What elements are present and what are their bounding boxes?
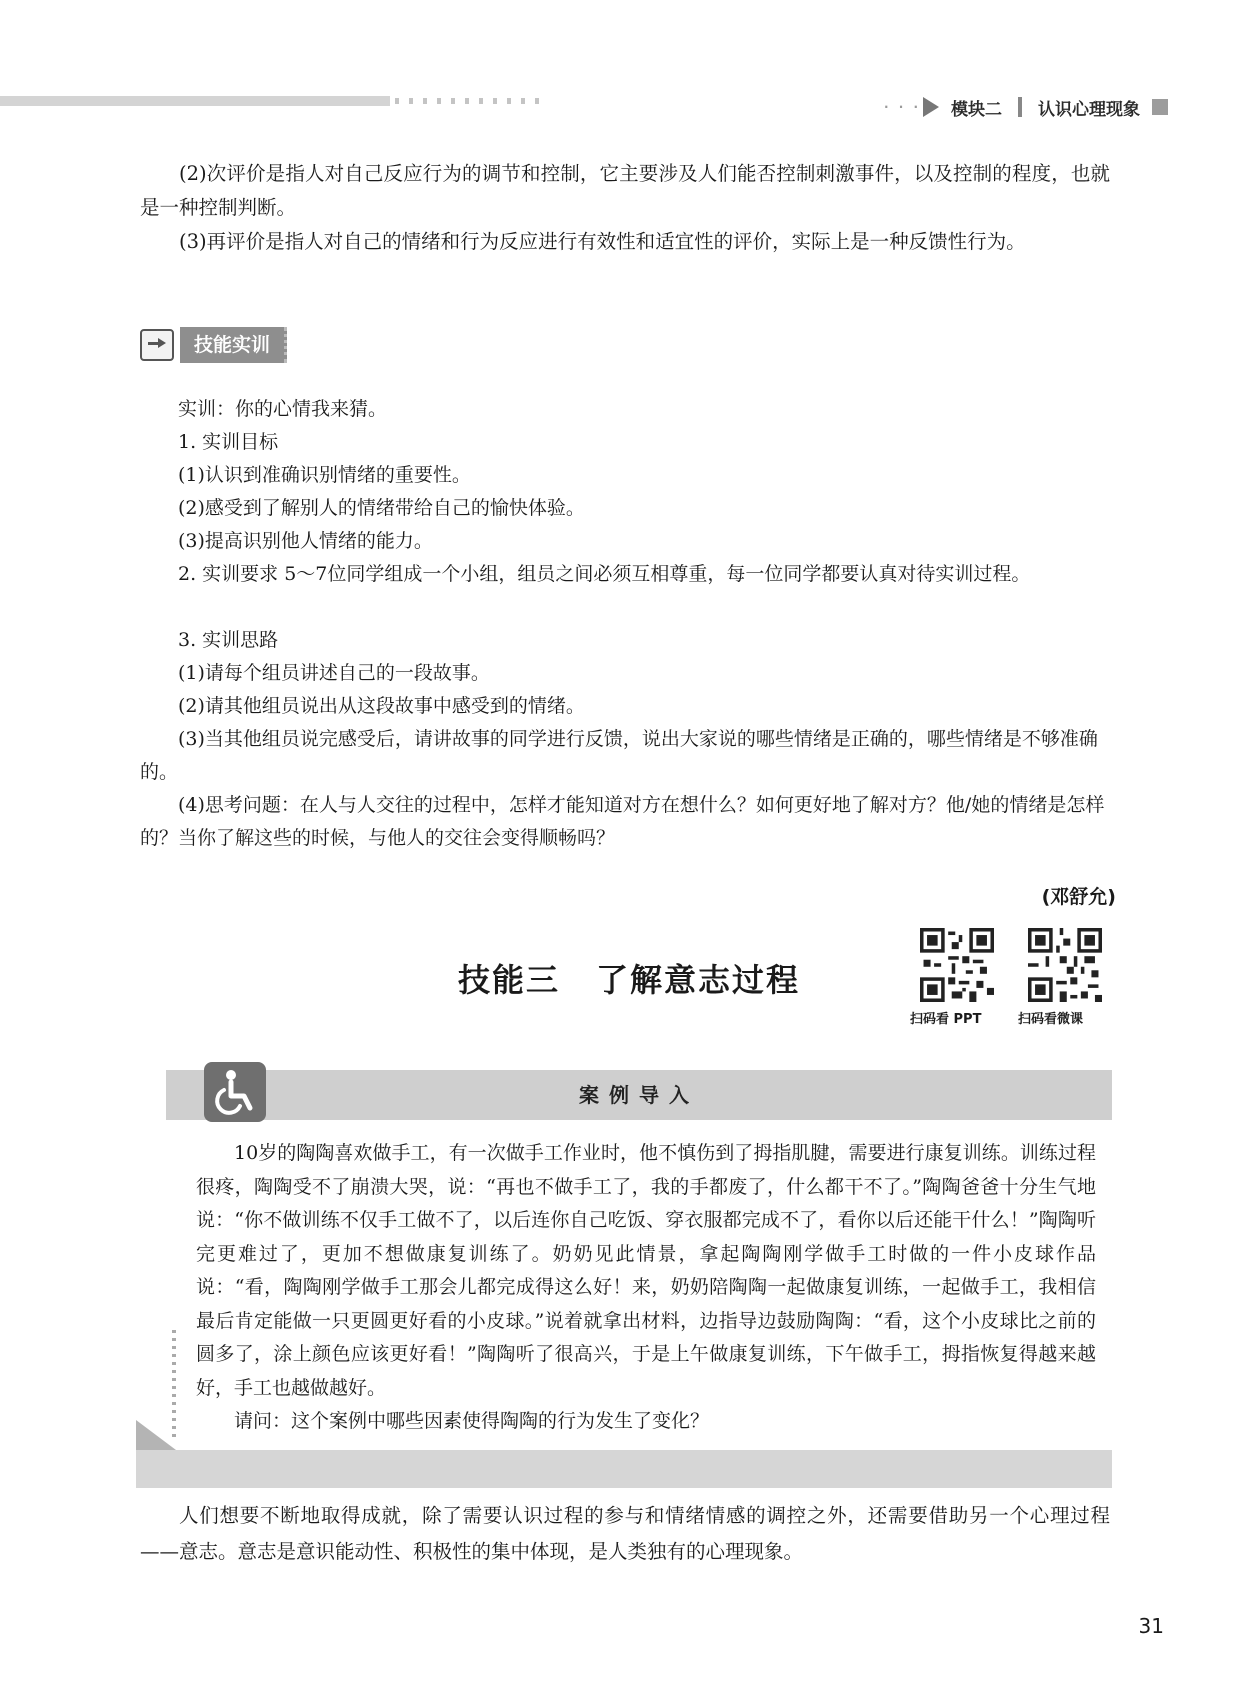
training-idea-item: (3)当其他组员说完感受后，请讲故事的同学进行反馈，说出大家说的哪些情绪是正确的，哪些情绪是不够准确的。 xyxy=(140,728,1098,783)
training-goal-item: (2)感受到了解别人的情绪带给自己的愉快体验。 xyxy=(178,497,585,519)
header-module: 模块二 xyxy=(951,99,1002,120)
section-name: 了解意志过程 xyxy=(596,961,801,999)
arrow-right-icon xyxy=(923,97,939,117)
training-idea-heading: 3. 实训思路 xyxy=(178,629,279,651)
skill-training-label: 技能实训 xyxy=(180,327,287,363)
skill-training-tag xyxy=(140,327,287,363)
paragraph-reappraisal: (3)再评价是指人对自己的情绪和行为反应进行有效性和适宜性的评价，实际上是一种反馈性行为。 xyxy=(179,230,1026,253)
qr-code-ppt-icon[interactable] xyxy=(920,928,994,1002)
header-dots xyxy=(395,98,545,104)
qr-code-video-icon[interactable] xyxy=(1028,928,1102,1002)
running-header xyxy=(884,92,1168,122)
section-number: 技能三 xyxy=(458,961,561,999)
qr-label-video: 扫码看微课 xyxy=(1018,1012,1084,1027)
enter-arrow-icon xyxy=(140,329,174,361)
square-icon xyxy=(1152,99,1168,115)
closing-paragraph: 人们想要不断地取得成就，除了需要认识过程的参与和情绪情感的调控之外，还需要借助另一个心理过程——意志。意志是意识能动性、积极性的集中体现，是人类独有的心理现象。 xyxy=(140,1504,1110,1563)
case-title: 案例导入 xyxy=(579,1083,699,1107)
case-question: 请问：这个案例中哪些因素使得陶陶的行为发生了变化？ xyxy=(234,1410,710,1432)
header-bar xyxy=(0,96,390,106)
author-credit: (邓舒允) xyxy=(1041,886,1116,908)
header-separator xyxy=(1018,97,1022,117)
training-idea-item: (4)思考问题：在人与人交往的过程中，怎样才能知道对方在想什么？如何更好地了解对方？他/她的情绪是怎样的？当你了解这些的时候，与他人的交往会变得顺畅吗？ xyxy=(140,794,1105,849)
page-number: 31 xyxy=(1138,1614,1164,1638)
training-goal-item: (1)认识到准确识别情绪的重要性。 xyxy=(178,464,471,486)
section-title xyxy=(458,955,800,1001)
training-goal-item: (3)提高识别他人情绪的能力。 xyxy=(178,530,433,552)
header-topic: 认识心理现象 xyxy=(1038,99,1140,120)
training-idea-item: (2)请其他组员说出从这段故事中感受到的情绪。 xyxy=(178,695,585,717)
header-small-dots: · · · xyxy=(883,100,921,114)
case-story: 10岁的陶陶喜欢做手工，有一次做手工作业时，他不慎伤到了拇指肌腱，需要进行康复训练。训练过程很疼，陶陶受不了崩溃大哭，说：“再也不做手工了，我的手都废了，什么都干不了。”陶陶爸爸十分生气地说：“你不做训练不仅手工做不了，以后连你自己吃饭、穿衣服都完成不了，看你以后还能干什么！”陶陶听完更难过了，更加不想做康复训练了。奶奶见此情景，拿起陶陶刚学做手工时做的一件小皮球作品说：“看，陶陶刚学做手工那会儿都完成得这么好！来，奶奶陪陶陶一起做康复训练，一起做手工，我相信最后肯定能做一只更圆更好看的小皮球。”说着就拿出材料，边指导边鼓励陶陶：“看，这个小皮球比之前的圆多了，涂上颜色应该更好看！”陶陶听了很高兴，于是上午做康复训练，下午做手工，拇指恢复得越来越好，手工也越做越好。 xyxy=(196,1142,1096,1399)
training-goal-heading: 1. 实训目标 xyxy=(178,431,279,453)
case-footer-bar xyxy=(136,1450,1112,1488)
qr-label-ppt: 扫码看 PPT xyxy=(910,1012,982,1027)
case-corner-triangle xyxy=(136,1420,176,1450)
training-idea-item: (1)请每个组员讲述自己的一段故事。 xyxy=(178,662,490,684)
case-header-bar xyxy=(166,1070,1112,1120)
wheelchair-icon xyxy=(204,1062,266,1122)
training-intro: 实训：你的心情我来猜。 xyxy=(178,398,388,420)
training-requirement: 2. 实训要求 5～7位同学组成一个小组，组员之间必须互相尊重，每一位同学都要认真对待实训过程。 xyxy=(178,563,1031,585)
paragraph-secondary-appraisal: (2)次评价是指人对自己反应行为的调节和控制，它主要涉及人们能否控制刺激事件，以及控制的程度，也就是一种控制判断。 xyxy=(140,162,1110,219)
